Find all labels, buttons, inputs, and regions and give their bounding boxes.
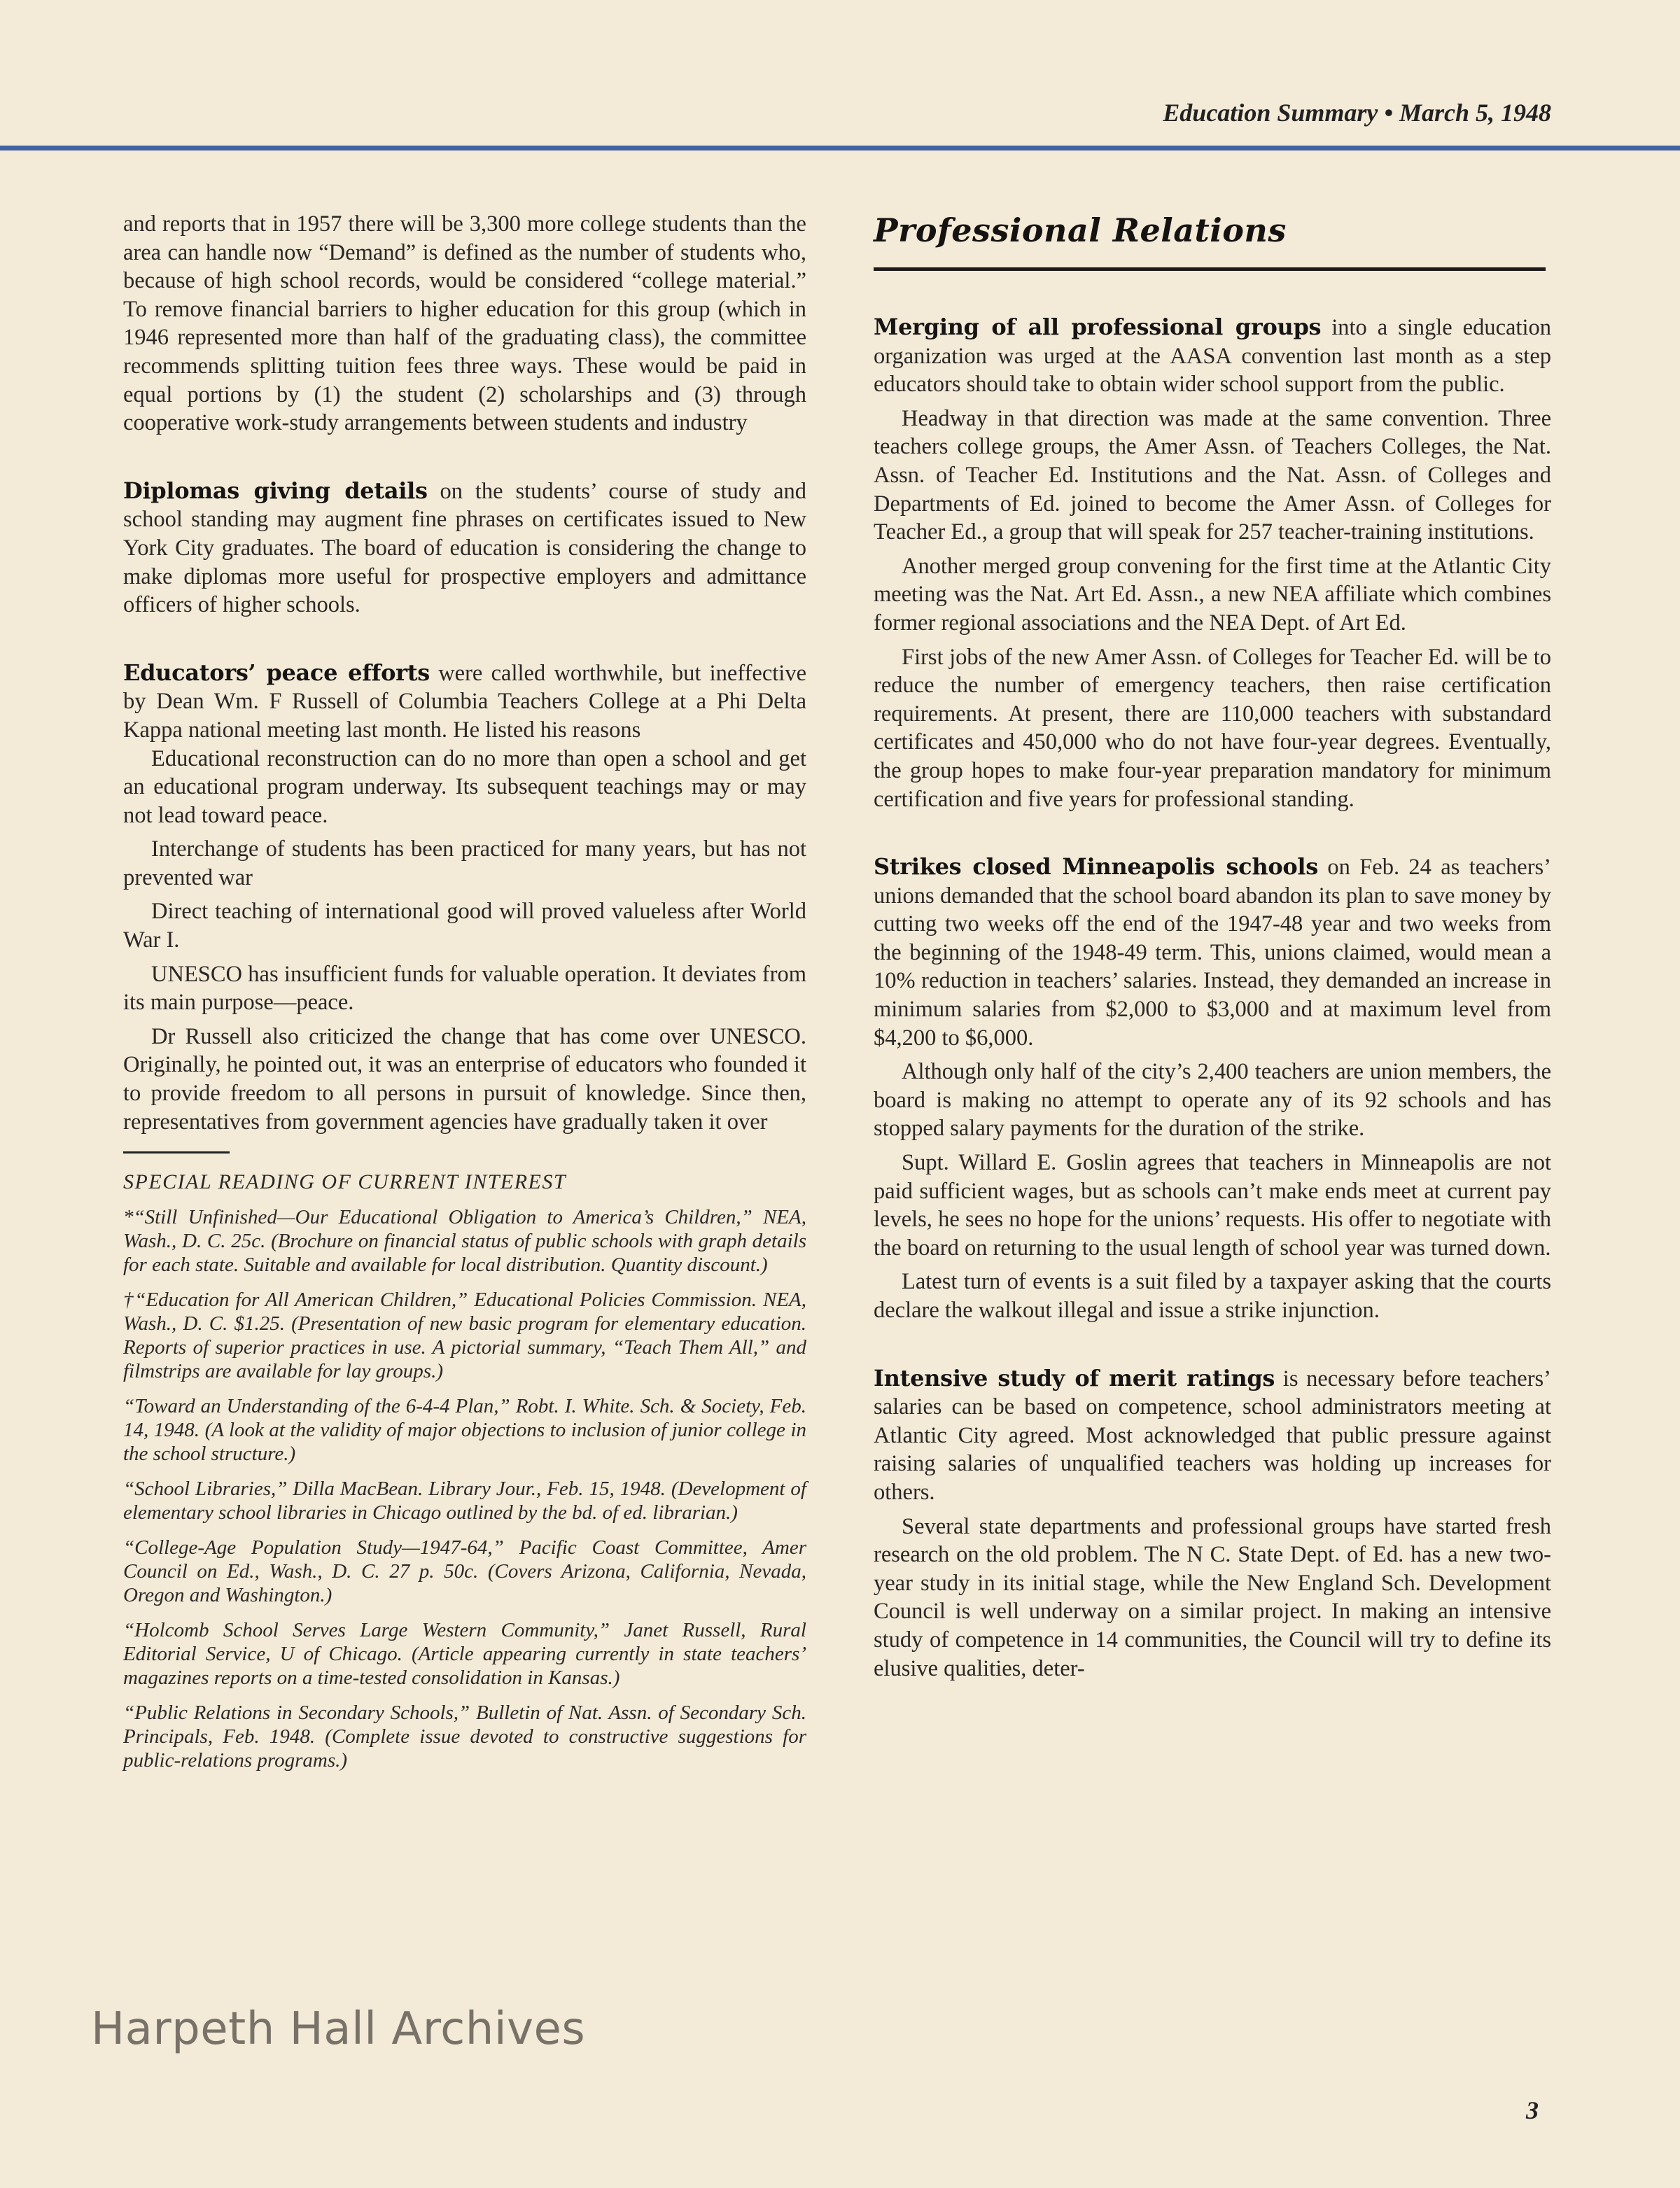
running-head: Education Summary • March 5, 1948	[1163, 99, 1551, 127]
strikes-text: on Feb. 24 as teachers’ unions demanded that the school board abandon its plan to save money by cutting two weeks off the end of the 1947-48 year and two weeks from the beginning of the 1948-49 term. This, unions claimed, would mean a 10% reduction in teachers’ salaries. Instead, they demanded an increase in minimum salaries from $2,000 to $3,000 and at maximum level from $4,200 to $6,000.	[874, 855, 1551, 1051]
merging-paragraph: First jobs of the new Amer Assn. of Colleges for Teacher Ed. will be to reduce the number of emergency teachers, then raise certification requirements. At present, there are 110,000 teachers with substandard certificates and 450,000 who do not have four-year degrees. Eventually, the group hopes to make four-year preparation mandatory for minimum certification and five years for professional standing.	[874, 644, 1551, 812]
peace-headline: Educators’ peace efforts	[123, 659, 430, 686]
reading-item: “Holcomb School Serves Large Western Community,” Janet Russell, Rural Editorial Service, U of Chicago. (Article appearing currently in state teachers’ magazines reports on a time-tested consolidation in Kansas.)	[123, 1619, 806, 1690]
reading-item: “Public Relations in Secondary Schools,” Bulletin of Nat. Assn. of Secondary Sch. Principals, Feb. 1948. (Complete issue devoted to constructive suggestions for public-relations programs.)	[123, 1702, 806, 1772]
reading-item: *“Still Unfinished—Our Educational Obligation to America’s Children,” NEA, Wash., D. C. 25c. (Brochure on financial status of public schools with graph details for each state. Suitable and available for local distribution. Quantity discount.)	[123, 1206, 806, 1277]
merging-headline: Merging of all professional groups	[874, 314, 1322, 340]
reading-item: “School Libraries,” Dilla MacBean. Library Jour., Feb. 15, 1948. (Development of elementary school libraries in Chicago outlined by the bd. of ed. librarian.)	[123, 1478, 806, 1524]
reading-item: “Toward an Understanding of the 6-4-4 Plan,” Robt. I. White. Sch. & Society, Feb. 14, 1948. (A look at the validity of major objections to inclusion of junior college in the school structure.)	[123, 1395, 806, 1466]
left-column	[123, 210, 806, 1783]
header-rule	[0, 146, 1680, 150]
merging-paragraph: Another merged group convening for the first time at the Atlantic City meeting was the Nat. Art Ed. Assn., a new NEA affiliate which combines former regional associations and the NEA Dept. of Art Ed.	[874, 553, 1551, 636]
merit-article	[874, 1364, 1551, 1683]
diplomas-text: on the students’ course of study and school standing may augment fine phrases on certificates issued to New York City graduates. The board of education is considering the change to make diplomas more useful for prospective employers and admittance officers of higher schools.	[123, 478, 807, 618]
peace-paragraph: Direct teaching of international good will proved valueless after World War I.	[123, 899, 806, 953]
merging-article	[874, 313, 1551, 813]
section-title: Professional Relations	[874, 211, 1287, 249]
section-title-rule	[874, 267, 1546, 271]
reading-heading: SPECIAL READING OF CURRENT INTEREST	[123, 1170, 567, 1194]
page-number: 3	[1526, 2096, 1539, 2124]
right-column	[874, 210, 1551, 1683]
strikes-paragraph: Although only half of the city’s 2,400 teachers are union members, the board is making no attempt to operate any of its 92 schools and has stopped salary payments for the duration of the strike.	[874, 1059, 1551, 1142]
archive-watermark: Harpeth Hall Archives	[91, 2003, 586, 2055]
merging-text: into a single education organization was urged at the AASA convention last month as a step educators should take to obtain wider school support from the public.	[874, 315, 1551, 398]
strikes-paragraph: Latest turn of events is a suit filed by a taxpayer asking that the courts declare the walkout illegal and issue a strike injunction.	[874, 1269, 1551, 1323]
strikes-article	[874, 853, 1551, 1325]
strikes-headline: Strikes closed Minneapolis schools	[874, 853, 1318, 881]
peace-text: were called worthwhile, but ineffective by Dean Wm. F Russell of Columbia Teachers College at a Phi Delta Kappa national meeting last month. He listed his reasons	[123, 660, 806, 743]
merging-paragraph: Headway in that direction was made at the same convention. Three teachers college groups, the Amer Assn. of Teachers Colleges, the Nat. Assn. of Teacher Ed. Institutions and the Nat. Assn. of Colleges and Departments of Ed. joined to become the Amer Assn. of Colleges for Teacher Ed., a group that will speak for 257 teacher-training institutions.	[874, 405, 1551, 545]
merit-paragraph: Several state departments and professional groups have started fresh research on the old problem. The N C. State Dept. of Ed. has a new two-year study in its initial stage, while the New England Sch. Development Council is well underway on a similar project. In making an intensive study of competence in 14 communities, the Council will try to define its elusive qualities, deter-	[874, 1513, 1551, 1681]
strikes-paragraph: Supt. Willard E. Goslin agrees that teachers in Minneapolis are not paid sufficient wages, but as schools can’t make ends meet at current pay levels, he sees no hope for the unions’ requests. His offer to negotiate with the board on returning to the usual length of school year was turned down.	[874, 1150, 1551, 1261]
peace-article	[123, 659, 806, 1137]
diplomas-headline: Diplomas giving details	[123, 477, 428, 504]
peace-paragraph: Educational reconstruction can do no more than open a school and get an educational program underway. Its subsequent teachings may or may not lead toward peace.	[123, 745, 806, 828]
college-demand-paragraph: and reports that in 1957 there will be 3,300 more college students than the area can handle now “Demand” is defined as the number of students who, because of high school records, would be considered “college material.” To remove financial barriers to higher education for this group (which in 1946 represented more than half of the graduating class), the committee recommends splitting tuition fees three ways. These would be paid in equal portions by (1) the student (2) scholarships and (3) through cooperative work-study arrangements between students and industry	[123, 211, 806, 436]
reading-item: †“Education for All American Children,” Educational Policies Commission. NEA, Wash., D. C. $1.25. (Presentation of new basic program for elementary education. Reports of superior practices in use. A pictorial summary, “Teach Them All,” and filmstrips are available for lay groups.)	[123, 1289, 806, 1383]
diplomas-article	[123, 477, 806, 619]
peace-paragraph: Interchange of students has been practiced for many years, but has not prevented war	[123, 836, 806, 890]
reading-item: “College-Age Population Study—1947-64,” Pacific Coast Committee, Amer Council on Ed., Wash., D. C. 27 p. 50c. (Covers Arizona, California, Nevada, Oregon and Washington.)	[123, 1536, 806, 1607]
peace-paragraph: UNESCO has insufficient funds for valuable operation. It deviates from its main purpose—peace.	[123, 961, 806, 1016]
peace-paragraph: Dr Russell also criticized the change that has come over UNESCO. Originally, he pointed out, it was an enterprise of educators who founded it to provide freedom to all persons in pursuit of knowledge. Since then, representatives from government agencies have gradually taken it over	[123, 1023, 806, 1135]
reading-divider	[123, 1151, 230, 1153]
merit-text: is necessary before teachers’ salaries can be based on competence, school administrators meeting at Atlantic City agreed. Most acknowledged that public pressure against raising salaries of unqualified teachers was holding up increases for others.	[874, 1366, 1551, 1505]
merit-headline: Intensive study of merit ratings	[874, 1364, 1275, 1391]
